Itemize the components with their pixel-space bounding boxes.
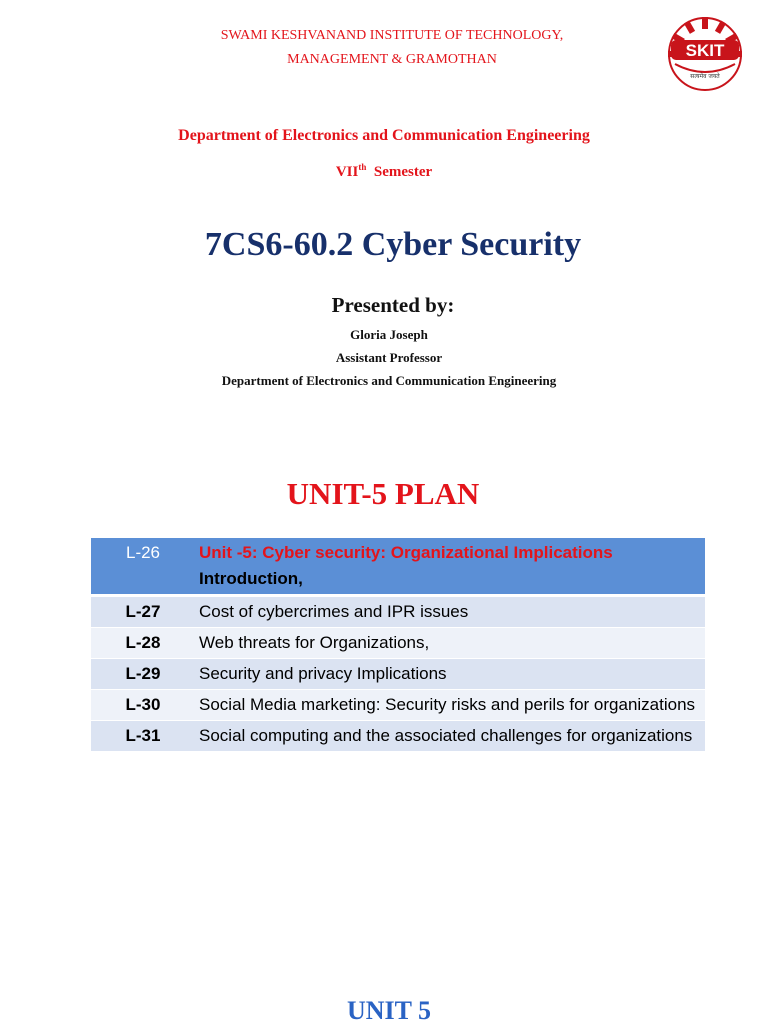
- lecture-topic: [195, 538, 705, 596]
- intro-text: Introduction,: [199, 569, 303, 588]
- lecture-topic: Security and privacy Implications: [195, 659, 705, 690]
- semester-number: VII: [335, 164, 359, 180]
- institute-name: [150, 24, 634, 72]
- lecture-code: L-28: [91, 628, 195, 659]
- semester-word: Semester: [373, 164, 433, 180]
- lecture-topic: Cost of cybercrimes and IPR issues: [195, 596, 705, 628]
- lecture-topic: Web threats for Organizations,: [195, 628, 705, 659]
- semester-superscript: th: [358, 162, 367, 172]
- lecture-plan-table: [91, 538, 705, 752]
- lecture-topic: Social Media marketing: Security risks and perils for organizations: [195, 690, 705, 721]
- table-row: [91, 721, 705, 752]
- presented-by-heading: Presented by:: [331, 293, 455, 317]
- semester-label: [0, 162, 768, 181]
- table-row: [91, 538, 705, 596]
- unit-heading: UNIT 5: [346, 996, 432, 1025]
- skit-logo: [667, 16, 743, 92]
- lecture-code: L-27: [91, 596, 195, 628]
- table-row: [91, 659, 705, 690]
- presenter-designation: Assistant Professor: [335, 350, 443, 365]
- course-title: 7CS6-60.2 Cyber Security: [204, 226, 582, 263]
- presenter-department: Department of Electronics and Communication Engineering: [221, 373, 557, 388]
- institute-line-1: SWAMI KESHVANAND INSTITUTE OF TECHNOLOGY,: [220, 28, 564, 43]
- table-row: [91, 596, 705, 628]
- lecture-topic: Social computing and the associated challenges for organizations: [195, 721, 705, 752]
- lecture-code: L-29: [91, 659, 195, 690]
- lecture-code: L-30: [91, 690, 195, 721]
- lecture-code: L-26: [91, 538, 195, 596]
- lecture-code: L-31: [91, 721, 195, 752]
- table-row: [91, 628, 705, 659]
- unit-heading-text: Unit -5: Cyber security: Organizational Implications: [199, 543, 613, 562]
- logo-tagline: सत्यमेव जयते: [690, 73, 720, 80]
- table-row: [91, 690, 705, 721]
- unit-plan-title: UNIT-5 PLAN: [286, 476, 480, 511]
- logo-text: SKIT: [685, 41, 725, 60]
- department-heading: Department of Electronics and Communication Engineering: [178, 127, 590, 144]
- institute-line-2: MANAGEMENT & GRAMOTHAN: [287, 52, 497, 67]
- presenter-name: Gloria Joseph: [350, 327, 428, 342]
